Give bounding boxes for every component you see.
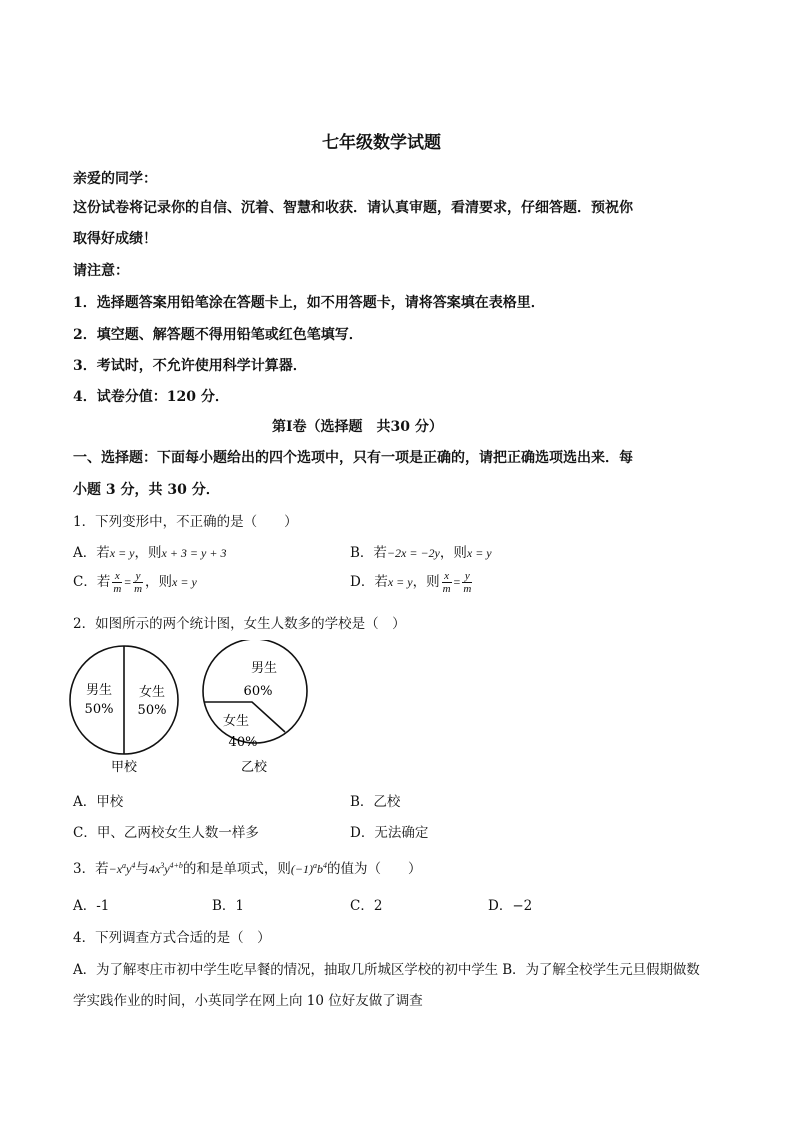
q3-expression: $(-1)^ab^4$ [290,861,328,876]
q1-d-equals: = [453,575,461,589]
q4-line-2: 学实践作业的时间，小英同学在网上向 10 位好友做了调查 [73,993,423,1009]
intro-line-2: 取得好成绩！ [73,231,157,247]
q1-b-label: B．若 [350,545,387,561]
q1-c-equals: = [124,575,132,589]
q3-option-c: C．2 [350,898,383,914]
q3-middle: 与 [135,861,149,877]
page-title: 七年级数学试题 [322,133,441,153]
q3-suffix2: 的值为（ ） [327,861,422,877]
q1-d-math-1: x = y [387,575,413,589]
notice-2: 2．填空题、解答题不得用铅笔或红色笔填写． [73,327,363,343]
q1-c-fraction-1: $\frac{x}{m}$ [113,570,122,595]
q1-c-mid: ，则 [145,574,173,590]
pie2-bottom-value: 40% [228,735,258,750]
q1-option-a [73,541,226,561]
q3-option-a: A．-1 [73,898,110,914]
notice-heading: 请注意： [73,263,129,279]
q1-c-label: C．若 [73,574,111,590]
q1-stem: 1．下列变形中，不正确的是（ ） [73,514,298,530]
q2-option-a: A．甲校 [73,794,124,810]
q1-d-fraction-2: $\frac{y}{m}$ [463,570,472,595]
part1-instructions-line-1: 一、选择题：下面每小题给出的四个选项中，只有一项是正确的，请把正确选项选出来．每 [73,450,633,466]
q1-a-math-2: x + 3 = y + 3 [161,546,227,560]
pie2-bottom-label: 女生 [222,714,250,729]
pie1-right-value: 50% [137,703,167,718]
pie1-caption: 甲校 [110,760,138,775]
q1-d-label: D．若 [350,574,388,590]
q3-option-d: D．−2 [488,898,533,914]
notice-3: 3．考试时，不允许使用科学计算器． [73,358,307,374]
pie1-left-label: 男生 [85,683,113,698]
q1-c-fraction-2: $\frac{y}{m}$ [134,570,143,595]
q1-c-math-2: x = y [172,575,197,589]
intro-line-1: 这份试卷将记录你的自信、沉着、智慧和收获．请认真审题，看清要求，仔细答题．预祝你 [73,200,633,216]
pie2-top-value: 60% [243,684,273,699]
pie2-caption: 乙校 [240,760,268,775]
greeting: 亲爱的同学： [73,171,157,187]
q2-pie-charts-figure [68,640,308,775]
q1-option-b [350,541,492,561]
q1-d-mid: ，则 [412,574,440,590]
q3-term1: $-x^ay^4$ [108,861,136,876]
q2-option-b: B．乙校 [350,794,401,810]
q2-stem: 2．如图所示的两个统计图，女生人数多的学校是（ ） [73,616,406,632]
q1-b-mid: ，则 [439,545,467,561]
q4-line-1: A．为了解枣庄市初中学生吃早餐的情况，抽取几所城区学校的初中学生 B．为了解全校学生元旦假期做数 [73,962,700,978]
pie2-top-label: 男生 [250,661,278,676]
q3-term2: $4x^3y^{4+b}$ [148,861,183,876]
section-title: 第Ⅰ卷（选择题 共30 分） [272,419,443,435]
q3-stem [73,857,422,877]
pie1-left-value: 50% [84,702,114,717]
q1-b-math-2: x = y [466,546,492,560]
q3-prefix: 3．若 [73,861,109,877]
q1-b-math-1: −2x = −2y [386,546,440,560]
q1-d-fraction-1: $\frac{x}{m}$ [442,570,451,595]
q1-a-mid: ，则 [134,545,162,561]
q1-option-d [350,570,474,595]
q1-a-math-1: x = y [109,546,135,560]
q3-option-b: B．1 [212,898,245,914]
notice-4: 4．试卷分值：120 分． [73,389,229,405]
q1-option-c [73,570,197,595]
part1-instructions-line-2: 小题 3 分，共 30 分． [73,482,220,498]
q3-suffix1: 的和是单项式，则 [182,861,291,877]
q2-option-c: C．甲、乙两校女生人数一样多 [73,825,259,841]
pie1-right-label: 女生 [138,685,166,700]
notice-1: 1．选择题答案用铅笔涂在答题卡上，如不用答题卡，请将答案填在表格里． [73,295,545,311]
q4-stem: 4．下列调查方式合适的是（ ） [73,930,271,946]
q2-option-d: D．无法确定 [350,825,429,841]
q1-a-label: A．若 [73,545,110,561]
